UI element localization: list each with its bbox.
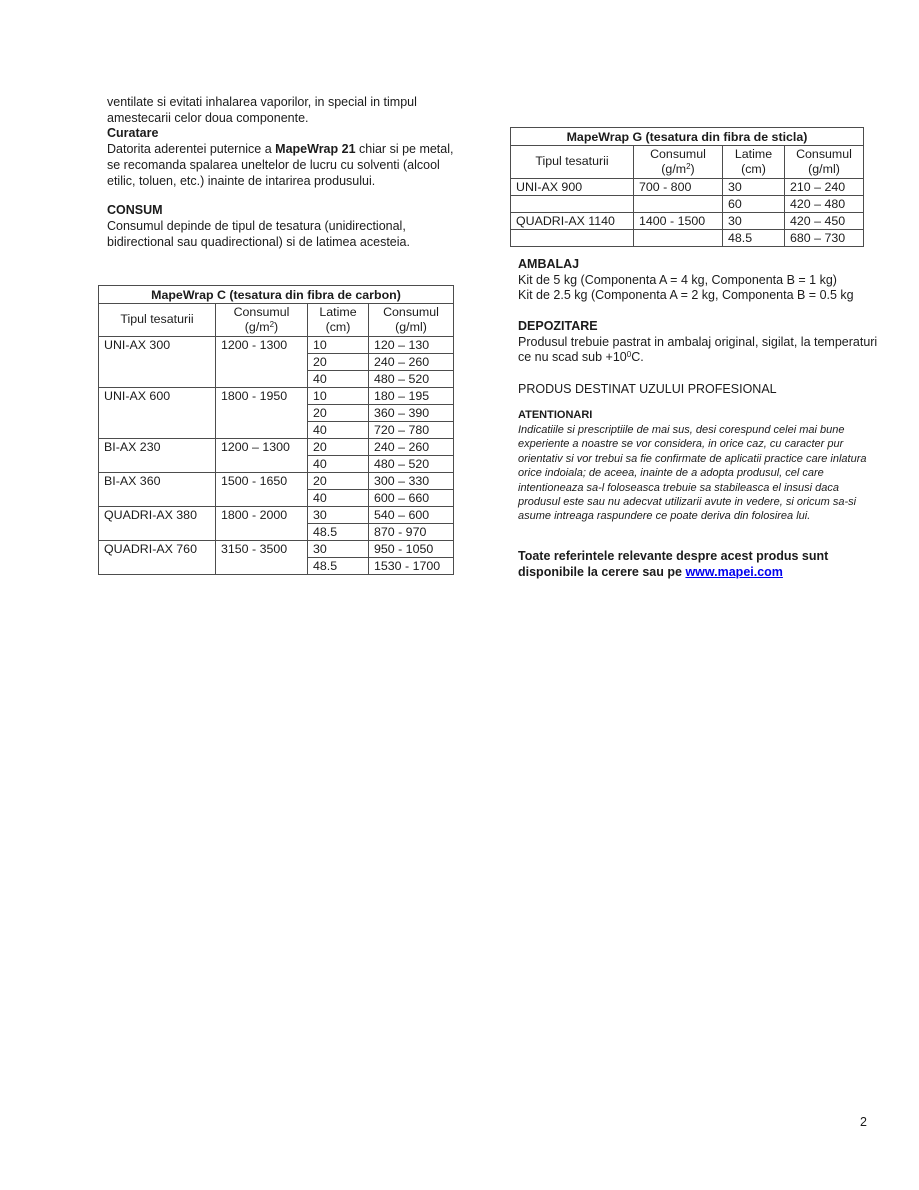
ambalaj-line-kit2-5: Kit de 2.5 kg (Componenta A = 2 kg, Componenta B = 0.5 kg bbox=[518, 288, 854, 303]
table-cell-consum-gm2: 700 - 800 bbox=[634, 179, 723, 196]
table-cell-consum-gm2: 1200 - 1300 bbox=[216, 337, 308, 388]
table-header-cell: Consumul $(g/m^2)$ bbox=[634, 146, 723, 179]
produs-destinat-line: PRODUS DESTINAT UZULUI PROFESIONAL bbox=[518, 382, 777, 396]
table-cell-consum-gml: 420 – 450 bbox=[785, 213, 864, 230]
table-row bbox=[99, 388, 454, 405]
table-row bbox=[99, 507, 454, 524]
table-cell-type: UNI-AX 600 bbox=[99, 388, 216, 439]
mapewrap-c-table-container bbox=[98, 285, 454, 575]
table-cell-consum-gm2: 3150 - 3500 bbox=[216, 541, 308, 575]
table-cell-consum-gm2 bbox=[634, 196, 723, 213]
table-cell-consum-gm2: 1400 - 1500 bbox=[634, 213, 723, 230]
table-cell-consum-gm2: 1800 - 2000 bbox=[216, 507, 308, 541]
intro-paragraph: ventilate si evitati inhalarea vaporilor, in special in timpul amestecarii celor doua componente. bbox=[107, 95, 417, 125]
table-row bbox=[511, 213, 864, 230]
table-cell-consum-gml: 480 – 520 bbox=[369, 371, 454, 388]
left-column bbox=[107, 95, 461, 250]
table-cell-consum-gml: 180 – 195 bbox=[369, 388, 454, 405]
depozitare-heading: DEPOZITARE bbox=[518, 319, 598, 333]
depozitare-paragraph: Produsul trebuie pastrat in ambalaj original, sigilat, la temperaturi ce nu scad sub $+10^0C$. bbox=[518, 334, 878, 365]
table-cell-consum-gml: 240 – 260 bbox=[369, 354, 454, 371]
table-cell-type: UNI-AX 300 bbox=[99, 337, 216, 388]
table-cell-consum-gml: 540 – 600 bbox=[369, 507, 454, 524]
table-cell-consum-gml: 240 – 260 bbox=[369, 439, 454, 456]
table-cell-type: QUADRI-AX 1140 bbox=[511, 213, 634, 230]
table-cell-consum-gml: 420 – 480 bbox=[785, 196, 864, 213]
table-cell-latime: 20 bbox=[308, 354, 369, 371]
footer-reference-section bbox=[518, 549, 882, 580]
table-title: MapeWrap G (tesatura din fibra de sticla) bbox=[511, 128, 864, 146]
table-cell-consum-gml: 870 - 970 bbox=[369, 524, 454, 541]
mapewrap-g-table bbox=[510, 127, 864, 247]
produs-destinat-section bbox=[518, 382, 884, 398]
consum-paragraph: Consumul depinde de tipul de tesatura (unidirectional, bidirectional sau quadirectional) si de latimea acesteia. bbox=[107, 218, 410, 249]
table-cell-latime: 60 bbox=[723, 196, 785, 213]
table-cell-consum-gml: 120 – 130 bbox=[369, 337, 454, 354]
table-cell-latime: 30 bbox=[723, 213, 785, 230]
table-cell-latime: 20 bbox=[308, 405, 369, 422]
table-header-row bbox=[99, 304, 454, 337]
curatare-heading: Curatare bbox=[107, 126, 159, 141]
table-cell-latime: 30 bbox=[723, 179, 785, 196]
footer-reference-text: Toate referintele relevante despre acest produs sunt disponibile la cerere sau pe www.mapei.com bbox=[518, 549, 829, 579]
table-cell-consum-gml: 210 – 240 bbox=[785, 179, 864, 196]
table-header-cell: Latime (cm) bbox=[723, 146, 785, 179]
table-cell-consum-gml: 300 – 330 bbox=[369, 473, 454, 490]
table-header-cell: Latime (cm) bbox=[308, 304, 369, 337]
table-cell-consum-gml: 480 – 520 bbox=[369, 456, 454, 473]
table-cell-consum-gml: 950 - 1050 bbox=[369, 541, 454, 558]
table-cell-latime: 40 bbox=[308, 422, 369, 439]
table-cell-latime: 40 bbox=[308, 456, 369, 473]
table-cell-type: BI-AX 360 bbox=[99, 473, 216, 507]
table-cell-consum-gml: 680 – 730 bbox=[785, 230, 864, 247]
mapewrap-c-table bbox=[98, 285, 454, 575]
table-cell-consum-gml: 600 – 660 bbox=[369, 490, 454, 507]
table-cell-consum-gml: 720 – 780 bbox=[369, 422, 454, 439]
table-row bbox=[511, 196, 864, 213]
table-row bbox=[511, 179, 864, 196]
table-cell-type bbox=[511, 196, 634, 213]
table-cell-latime: 30 bbox=[308, 541, 369, 558]
table-cell-latime: 20 bbox=[308, 439, 369, 456]
table-cell-latime: 30 bbox=[308, 507, 369, 524]
table-header-cell: Consumul (g/ml) bbox=[785, 146, 864, 179]
table-cell-latime: 48.5 bbox=[723, 230, 785, 247]
table-cell-consum-gml: 360 – 390 bbox=[369, 405, 454, 422]
ambalaj-section bbox=[518, 257, 884, 304]
table-cell-latime: 40 bbox=[308, 371, 369, 388]
table-cell-latime: 40 bbox=[308, 490, 369, 507]
table-cell-type: QUADRI-AX 380 bbox=[99, 507, 216, 541]
table-title-row bbox=[511, 128, 864, 146]
table-cell-latime: 48.5 bbox=[308, 558, 369, 575]
table-cell-type bbox=[511, 230, 634, 247]
table-cell-latime: 10 bbox=[308, 337, 369, 354]
table-title-row bbox=[99, 286, 454, 304]
table-row bbox=[99, 337, 454, 354]
table-cell-consum-gm2: 1500 - 1650 bbox=[216, 473, 308, 507]
table-cell-consum-gm2: 1200 – 1300 bbox=[216, 439, 308, 473]
table-cell-consum-gml: 1530 - 1700 bbox=[369, 558, 454, 575]
table-header-cell: Tipul tesaturii bbox=[511, 146, 634, 179]
table-row bbox=[99, 473, 454, 490]
table-cell-latime: 48.5 bbox=[308, 524, 369, 541]
table-cell-latime: 10 bbox=[308, 388, 369, 405]
table-cell-type: UNI-AX 900 bbox=[511, 179, 634, 196]
curatare-paragraph: Datorita aderentei puternice a MapeWrap 21 chiar si pe metal, se recomanda spalarea uneltelor de lucru cu solventi (alcool etilic, toluen, etc.) inainte de intarirea produsului. bbox=[107, 142, 454, 188]
ambalaj-heading: AMBALAJ bbox=[518, 257, 580, 271]
page-number: 2 bbox=[860, 1115, 867, 1129]
table-cell-consum-gm2: 1800 - 1950 bbox=[216, 388, 308, 439]
table-header-cell: Consumul $(g/m^2)$ bbox=[216, 304, 308, 337]
table-header-cell: Tipul tesaturii bbox=[99, 304, 216, 337]
table-cell-type: QUADRI-AX 760 bbox=[99, 541, 216, 575]
table-row bbox=[99, 439, 454, 456]
table-cell-latime: 20 bbox=[308, 473, 369, 490]
depozitare-section bbox=[518, 319, 880, 366]
atentionari-heading: ATENTIONARI bbox=[518, 409, 593, 421]
mapewrap-g-table-container bbox=[510, 127, 864, 247]
consum-heading: CONSUM bbox=[107, 203, 163, 218]
ambalaj-line-kit5: Kit de 5 kg (Componenta A = 4 kg, Componenta B = 1 kg) bbox=[518, 272, 837, 287]
table-cell-type: BI-AX 230 bbox=[99, 439, 216, 473]
table-row bbox=[99, 541, 454, 558]
table-header-row bbox=[511, 146, 864, 179]
atentionari-paragraph: Indicatiile si prescriptiile de mai sus, desi corespund celei mai bune experiente a noastre se vor considera, in orice caz, cu caracter pur orientativ si vor trebui sa fie confirmate de aplicatii practice care inlatura orice indoiala; de aceea, inainte de a adopta produsul, cel care intentioneaza sa-l foloseasca trebuie sa stabileasca el insusi daca produsul este sau nu adecvat utilizarii avute in vedere, si oricum sa-si asume intreaga raspundere ce poate deriva din folosirea lui. bbox=[518, 424, 867, 523]
table-header-cell: Consumul (g/ml) bbox=[369, 304, 454, 337]
table-cell-consum-gm2 bbox=[634, 230, 723, 247]
table-title: MapeWrap C (tesatura din fibra de carbon) bbox=[99, 286, 454, 304]
atentionari-section bbox=[518, 408, 882, 524]
mapei-link[interactable]: www.mapei.com bbox=[685, 564, 783, 579]
table-row bbox=[511, 230, 864, 247]
